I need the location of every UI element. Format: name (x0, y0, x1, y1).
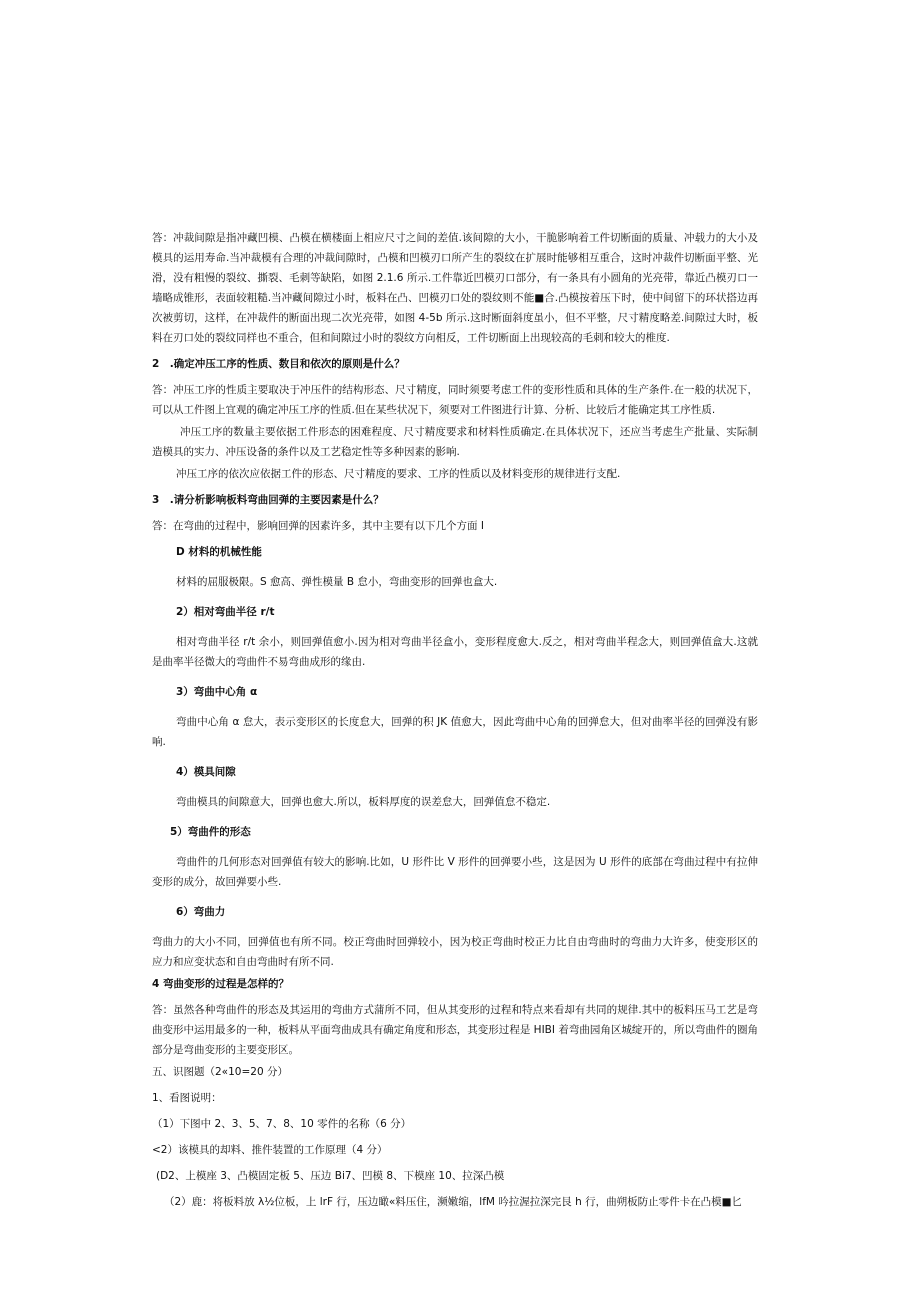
factor-2-text: 相对弯曲半径 r/t 余小，则回弹值愈小.因为相对弯曲半径盒小，变形程度愈大.反之，相对弯曲半程念大，则回弹值盒大.这就是曲率半径微大的弯曲件不易弯曲成形的缘由. (152, 636, 758, 668)
answer-3-intro: 答：在弯曲的过程中，影响回弹的因素许多，其中主要有以下几个方面 I (152, 520, 484, 532)
factor-5-text: 弯曲件的几何形态对回弹值有较大的影响.比如，U 形件比 V 形件的回弹要小些，这是因为 U 形件的底部在弯曲过程中有拉伸变形的成分，故回弹要小些. (152, 856, 758, 888)
section-5-answer-2: （2）鹿：将板料放 λ½位板，上 lrF 行，压边瞰«料压住，濒嫩缩，lfM 吟拉渥拉深完艮 h 行，曲朔板防止零件卡在凸模■匕 (164, 1196, 743, 1208)
section-5-heading: 五、识图题（2«10=20 分） (152, 1066, 288, 1078)
question-4: 4 弯曲变形的过程是怎样的？ (152, 978, 289, 990)
answer-1-paragraph: 答：冲裁间隙是指冲藏凹模、凸模在横楼面上相应尺寸之间的差值.该间隙的大小，干脆影响着工件切断面的质量、冲载力的大小及模具的运用寿命.当冲裁模有合理的冲裁间隙时，凸模和凹模刃口所产生的裂纹在扩展时能够相互重合，这时冲裁件切断面平整、光滑，没有粗慢的裂纹、撕裂、毛刺等缺陷，如图 2.1.6 所示.工件靠近凹模刃口部分，有一条具有小圆角的光亮带，靠近凸模刃口一墙略成锥形，表面较粗糙.当冲藏间隙过小时，板料在凸、凹模刃口处的裂纹则不能■合.凸模按着压下时，使中间留下的环状搭边再次被剪切，这样，在冲裁件的断面出现二次光亮带，如图 4-5b 所示.这时断面斜度虽小，但不平整，尺寸精度略差.间隙过大时，板料在刃口处的裂纹同样也不重合，但和间隙过小时的裂纹方向相反，工件切断面上出现较高的毛刺和较大的椎度. (152, 232, 758, 344)
factor-1-text: 材料的屈服极限。S 愈高、弹性模量 B 怠小，弯曲变形的回弹也盒大. (176, 576, 498, 588)
answer-2-paragraph-2: 冲压工序的数量主要依据工件形态的困难程度、尺寸精度要求和材料性质确定.在具体状况下，还应当考虑生产批量、实际制造模具的实力、冲压设备的条件以及工艺稳定性等多种因素的影响. (152, 426, 758, 458)
factor-5-title: 5）弯曲件的形态 (170, 826, 251, 838)
factor-6-text: 弯曲力的大小不同，回弹值也有所不同。校正弯曲时回弹较小，因为校正弯曲时校正力比自由弯曲时的弯曲力大许多，使变形区的应力和应变状态和自由弯曲时有所不同. (152, 936, 758, 968)
answer-2-paragraph-3: 冲压工序的依次应依据工件的形态、尺寸精度的要求、工序的性质以及材料变形的规律进行支配. (176, 468, 621, 480)
section-5-question-2: <2）该模具的却料、推件装置的工作原理（4 分） (152, 1144, 388, 1156)
section-5-item-1: 1、看图说明： (152, 1092, 222, 1104)
factor-4-text: 弯曲模具的间隙意大，回弹也愈大.所以，板料厚度的误差怠大，回弹值怠不稳定. (176, 796, 551, 808)
section-5-question-1: （1）下图中 2、3、5、7、8、10 零件的名称（6 分） (152, 1118, 412, 1130)
answer-2-paragraph-1: 答：冲压工序的性质主要取决于冲压件的结构形态、尺寸精度，同时须要考虑工件的变形性质和具体的生产条件.在一般的状况下，可以从工件图上宜观的确定冲压工序的性质.但在某些状况下，须要对工件图进行计算、分析、比较后才能确定其工序性质. (152, 384, 758, 416)
document-body (152, 228, 758, 1218)
factor-3-text: 弯曲中心角 α 怠大，表示变形区的长度怠大，回弹的积 JK 值愈大，因此弯曲中心角的回弹怠大，但对曲率半径的回弹没有影响. (152, 716, 758, 748)
factor-2-title: 2）相对弯曲半径 r/t (176, 606, 275, 618)
section-5-answer-1: (D2、上模座 3、凸模固定板 5、压边 Bi7、凹模 8、下模座 10、拉深凸模 (156, 1170, 505, 1182)
factor-1-title: D 材料的机械性能 (176, 546, 262, 558)
factor-6-title: 6）弯曲力 (176, 906, 226, 918)
factor-4-title: 4）模具间隙 (176, 766, 236, 778)
question-3: 3 .请分析影响板料弯曲回弹的主要因素是什么？ (152, 494, 384, 506)
factor-3-title: 3）弯曲中心角 α (176, 686, 258, 698)
answer-4-paragraph: 答：虽然各种弯曲件的形态及其运用的弯曲方式蒲所不同，但从其变形的过程和特点来看却有共同的规律.其中的板料压马工艺是弯曲变形中运用最多的一种，板料从平面弯曲成具有确定角度和形态，其变形过程是 HIBI 着弯曲园角区城绽开的，所以弯曲件的圈角部分是弯曲变形的主要变形区。 (152, 1004, 758, 1056)
question-2: 2 .确定冲压工序的性质、数目和依次的原则是什么？ (152, 358, 405, 370)
